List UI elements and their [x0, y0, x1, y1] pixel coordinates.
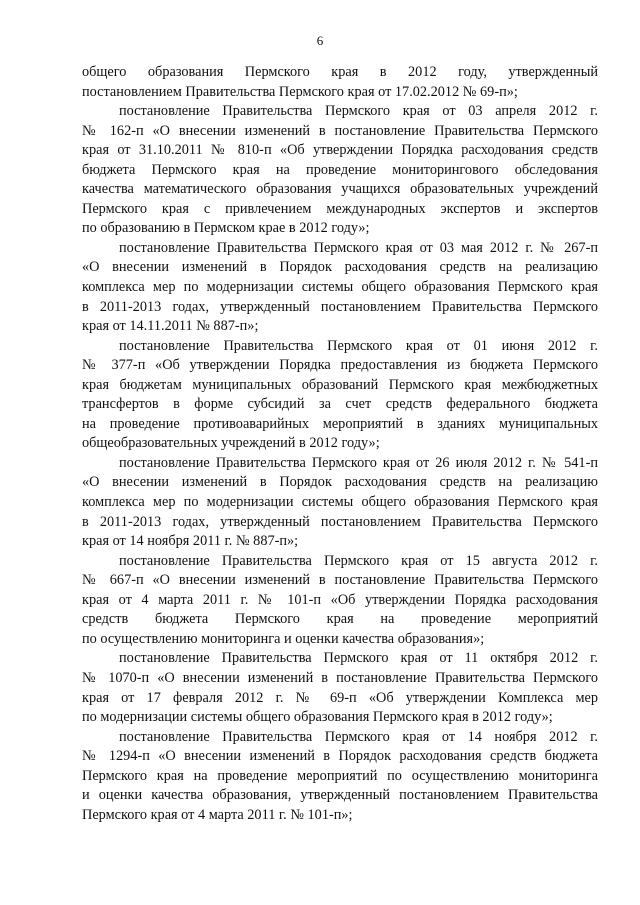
text-line: № 377-п «Об утверждении Порядка предоставления из бюджета Пермского — [82, 357, 598, 374]
text-line: бюджета Пермского края на проведение мониторингового обследования — [82, 161, 598, 178]
paragraph — [82, 728, 598, 826]
text-line: края от 4 марта 2011 г. № 101-п «Об утверждении Порядка расходования — [82, 591, 598, 608]
text-line: постановление Правительства Пермского края от 03 мая 2012 г. № 267-п — [119, 239, 598, 256]
text-line: постановление Правительства Пермского края от 26 июля 2012 г. № 541-п — [119, 454, 598, 471]
text-line: № 1294-п «О внесении изменений в Порядок расходования средств бюджета — [82, 748, 598, 765]
text-line: постановление Правительства Пермского края от 15 августа 2012 г. — [119, 552, 598, 569]
text-line: комплекса мер по модернизации системы общего образования Пермского края — [82, 494, 598, 511]
text-line: на проведение противоаварийных мероприятий в зданиях муниципальных — [82, 415, 598, 432]
text-line: № 667-п «О внесении изменений в постановление Правительства Пермского — [82, 572, 598, 589]
text-line: общего образования Пермского края в 2012 году, утвержденный — [82, 64, 598, 80]
text-line: постановление Правительства Пермского края от 11 октября 2012 г. — [119, 650, 598, 667]
page-number: 6 — [316, 33, 324, 48]
text-line: по образованию в Пермском крае в 2012 году»; — [82, 220, 370, 237]
text-line: в 2011-2013 годах, утвержденный постановлением Правительства Пермского — [82, 513, 598, 530]
text-line: края от 17 февраля 2012 г. № 69-п «Об утверждении Комплекса мер — [82, 689, 598, 706]
text-line: постановление Правительства Пермского края от 01 июня 2012 г. — [119, 337, 598, 354]
paragraph — [82, 102, 598, 239]
document-body — [82, 63, 598, 825]
paragraph — [82, 239, 598, 337]
text-line: общеобразовательных учреждений в 2012 году»; — [82, 435, 380, 452]
text-line: в 2011-2013 годах, утвержденный постановлением Правительства Пермского — [82, 298, 598, 315]
text-line: края бюджетам муниципальных образований Пермского края межбюджетных — [82, 376, 598, 393]
text-line: постановлением Правительства Пермского края от 17.02.2012 № 69-п»; — [82, 83, 518, 100]
paragraph — [82, 649, 598, 727]
text-line: № 162-п «О внесении изменений в постановление Правительства Пермского — [82, 122, 598, 139]
text-line: Пермского края от 4 марта 2011 г. № 101-п»; — [82, 806, 353, 823]
text-line: края от 31.10.2011 № 810-п «Об утверждении Порядка расходования средств — [82, 142, 598, 159]
text-line: и оценки качества образования, утвержденный постановлением Правительства — [82, 787, 598, 804]
paragraph — [82, 63, 598, 102]
text-line: «О внесении изменений в Порядок расходования средств на реализацию — [82, 474, 598, 491]
paragraph — [82, 552, 598, 650]
text-line: «О внесении изменений в Порядок расходования средств на реализацию — [82, 259, 598, 276]
text-line: средств бюджета Пермского края на проведение мероприятий — [82, 611, 598, 628]
paragraph — [82, 454, 598, 552]
text-line: по осуществлению мониторинга и оценки качества образования»; — [82, 630, 485, 647]
text-line: трансфертов в форме субсидий за счет средств федерального бюджета — [82, 396, 598, 413]
text-line: Пермского края с привлечением международных экспертов и экспертов — [82, 200, 598, 217]
text-line: постановление Правительства Пермского края от 03 апреля 2012 г. — [119, 103, 598, 120]
text-line: по модернизации системы общего образования Пермского края в 2012 году»; — [82, 709, 553, 726]
paragraph — [82, 337, 598, 454]
text-line: края от 14 ноября 2011 г. № 887-п»; — [82, 533, 299, 550]
text-line: Пермского края на проведение мероприятий по осуществлению мониторинга — [82, 767, 598, 784]
text-line: постановление Правительства Пермского края от 14 ноября 2012 г. — [119, 728, 598, 745]
text-line: комплекса мер по модернизации системы общего образования Пермского края — [82, 279, 598, 296]
text-line: № 1070-п «О внесении изменений в постановление Правительства Пермского — [82, 669, 598, 686]
text-line: качества математического образования учащихся образовательных учреждений — [82, 181, 598, 198]
text-line: края от 14.11.2011 № 887-п»; — [82, 318, 259, 335]
